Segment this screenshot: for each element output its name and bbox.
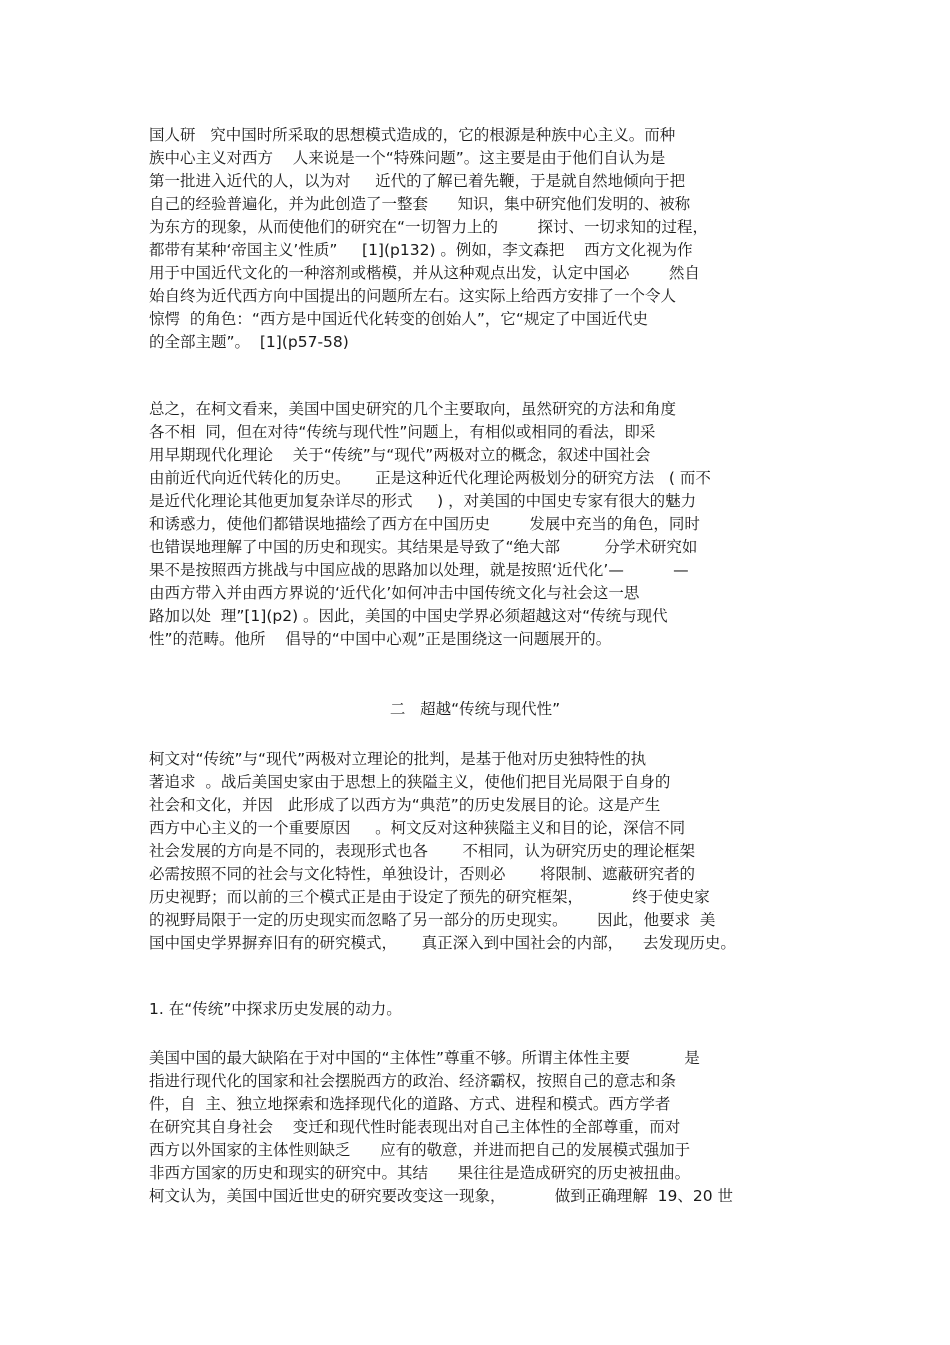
text-line: 由西方带入并由西方界说的‘近代化’如何冲击中国传统文化与社会这一思 [149, 584, 640, 602]
paragraph-3 [149, 748, 809, 955]
text-line: 柯文认为，美国中国近世史的研究要改变这一现象， 做到正确理解 19、20 世 [149, 1187, 733, 1205]
text-line: 总之，在柯文看来，美国中国史研究的几个主要取向，虽然研究的方法和角度 [149, 400, 677, 418]
text-line: 性”的范畴。他所 倡导的“中国中心观”正是围绕这一问题展开的。 [149, 630, 612, 648]
text-line: 族中心主义对西方 人来说是一个“特殊问题”。这主要是由于他们自认为是 [149, 149, 666, 167]
text-line: 用早期现代化理论 关于“传统”与“现代”两极对立的概念，叙述中国社会 [149, 446, 651, 464]
text-line: 第一批进入近代的人，以为对 近代的了解已着先鞭，于是就自然地倾向于把 [149, 172, 686, 190]
text-line: 指进行现代化的国家和社会摆脱西方的政治、经济霸权，按照自己的意志和条 [149, 1072, 677, 1090]
text-line: 自己的经验普遍化，并为此创造了一整套 知识，集中研究他们发明的、被称 [149, 195, 691, 213]
text-line: 都带有某种‘帝国主义’性质” [1](p132) 。例如，李文森把 西方文化视为作 [149, 241, 693, 259]
text-line: 始自终为近代西方向中国提出的问题所左右。这实际上给西方安排了一个令人 [149, 287, 677, 305]
text-line: 社会和文化，并因 此形成了以西方为“典范”的历史发展目的论。这是产生 [149, 796, 661, 814]
text-line: 和诱惑力，使他们都错误地描绘了西方在中国历史 发展中充当的角色，同时 [149, 515, 700, 533]
text-line: 国人研 究中国时所采取的思想模式造成的，它的根源是种族中心主义。而种 [149, 126, 676, 144]
text-line: 非西方国家的历史和现实的研究中。其结 果往往是造成研究的历史被扭曲。 [149, 1164, 691, 1182]
text-line: 的全部主题”。 [1](p57-58) [149, 333, 349, 351]
text-line: 的视野局限于一定的历史现实而忽略了另一部分的历史现实。 因此，他要求 美 [149, 911, 716, 929]
subsection-heading: 1. 在“传统”中探求历史发展的动力。 [149, 1000, 402, 1018]
text-line: 是近代化理论其他更加复杂详尽的形式 ) ，对美国的中国史专家有很大的魅力 [149, 492, 697, 510]
text-line: 在研究其自身社会 变迁和现代性时能表现出对自己主体性的全部尊重，而对 [149, 1118, 681, 1136]
text-line: 社会发展的方向是不同的，表现形式也各 不相同，认为研究历史的理论框架 [149, 842, 695, 860]
paragraph-2 [149, 398, 809, 651]
section-heading: 二 超越“传统与现代性” [389, 700, 561, 718]
text-line: 件，自 主、独立地探索和选择现代化的道路、方式、进程和模式。西方学者 [149, 1095, 671, 1113]
text-line: 果不是按照西方挑战与中国应战的思路加以处理，就是按照‘近代化’— — [149, 561, 689, 579]
text-line: 必需按照不同的社会与文化特性，单独设计，否则必 将限制、遮蔽研究者的 [149, 865, 695, 883]
text-line: 用于中国近代文化的一种溶剂或楷模，并从这种观点出发，认定中国必 然自 [149, 264, 700, 282]
text-line: 路加以处 理”[1](p2) 。因此，美国的中国史学界必须超越这对“传统与现代 [149, 607, 668, 625]
text-line: 西方中心主义的一个重要原因 。柯文反对这种狭隘主义和目的论，深信不同 [149, 819, 686, 837]
text-line: 惊愕 的角色：“西方是中国近代化转变的创始人”，它“规定了中国近代史 [149, 310, 648, 328]
text-line: 国中国史学界摒弃旧有的研究模式， 真正深入到中国社会的内部， 去发现历史。 [149, 934, 736, 952]
text-line: 柯文对“传统”与“现代”两极对立理论的批判，是基于他对历史独特性的执 [149, 750, 647, 768]
text-line: 美国中国的最大缺陷在于对中国的“主体性”尊重不够。所谓主体性主要 是 [149, 1049, 700, 1067]
text-line: 为东方的现象，从而使他们的研究在“一切智力上的 探讨、一切求知的过程， [149, 218, 708, 236]
text-line: 由前近代向近代转化的历史。 正是这种近代化理论两极划分的研究方法 ( 而不 [149, 469, 711, 487]
text-line: 各不相 同，但在对待“传统与现代性”问题上，有相似或相同的看法，即采 [149, 423, 656, 441]
paragraph-4 [149, 1047, 809, 1208]
paragraph-1 [149, 124, 809, 354]
text-line: 也错误地理解了中国的历史和现实。其结果是导致了“绝大部 分学术研究如 [149, 538, 698, 556]
text-line: 历史视野；而以前的三个模式正是由于设定了预先的研究框架， 终于使史家 [149, 888, 710, 906]
text-line: 著追求 。战后美国史家由于思想上的狭隘主义，使他们把目光局限于自身的 [149, 773, 671, 791]
text-line: 西方以外国家的主体性则缺乏 应有的敬意，并进而把自己的发展模式强加于 [149, 1141, 691, 1159]
